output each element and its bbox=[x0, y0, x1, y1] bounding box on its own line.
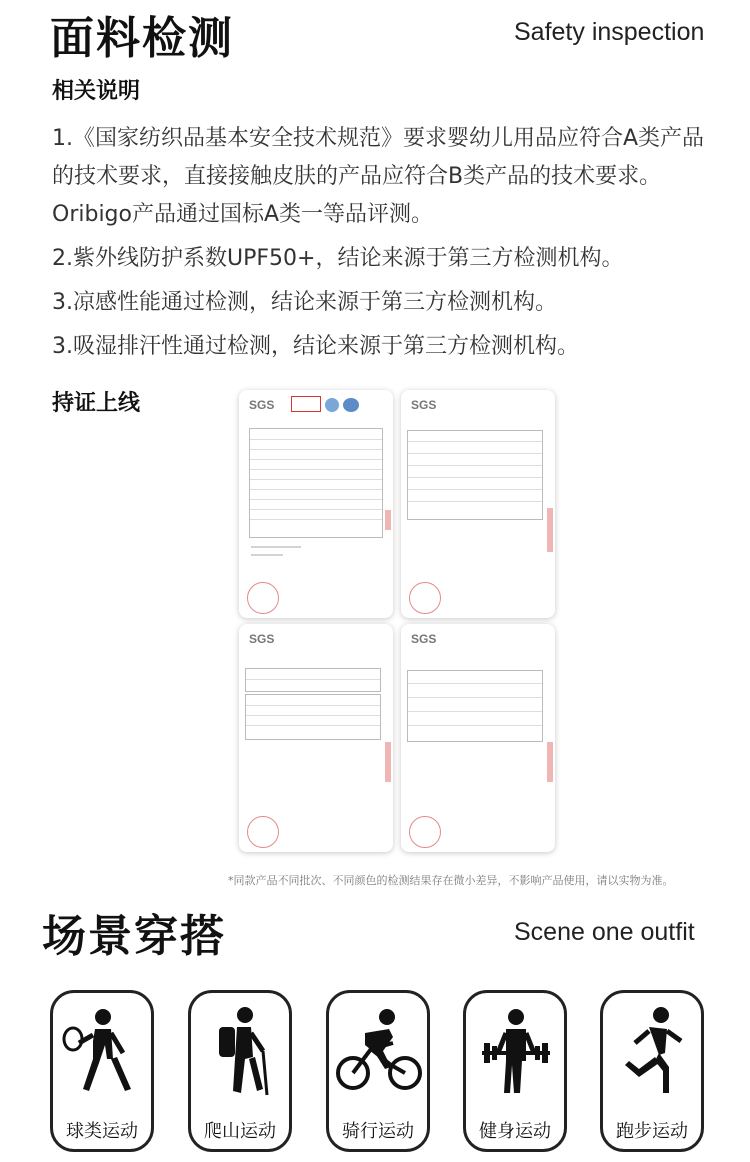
stamp bbox=[247, 816, 279, 848]
paragraph-3: 3.凉感性能通过检测，结论来源于第三方检测机构。 bbox=[52, 290, 557, 315]
certificate-image bbox=[239, 624, 393, 852]
sgs-logo: SGS bbox=[411, 398, 437, 412]
section-title-en: Scene one outfit bbox=[514, 918, 695, 946]
tennis-icon bbox=[59, 1003, 147, 1103]
weightlifting-icon bbox=[472, 1003, 560, 1103]
cert-table bbox=[245, 694, 381, 740]
certificate-image bbox=[401, 624, 555, 852]
section-title: 面料检测 bbox=[50, 13, 234, 64]
hiking-icon bbox=[197, 1003, 285, 1103]
desc-heading: 相关说明 bbox=[52, 79, 141, 104]
sgs-logo: SGS bbox=[249, 398, 275, 412]
ilac-logo bbox=[325, 398, 339, 412]
sgs-logo: SGS bbox=[411, 632, 437, 646]
disclaimer-note: *同款产品不同批次、不同颜色的检测结果存在微小差异，不影响产品使用，请以实物为准。 bbox=[228, 874, 674, 887]
cert-heading: 持证上线 bbox=[52, 391, 141, 416]
running-icon bbox=[609, 1003, 697, 1103]
paragraph-2: 2.紫外线防护系数UPF50+，结论来源于第三方检测机构。 bbox=[52, 246, 624, 271]
activity-card-cycling bbox=[326, 990, 430, 1152]
cycling-icon bbox=[335, 1003, 423, 1103]
seal-mark bbox=[547, 508, 553, 552]
section-title: 场景穿搭 bbox=[42, 911, 226, 962]
activity-card-running bbox=[600, 990, 704, 1152]
paragraph-1: 1.《国家纺织品基本安全技术规范》要求婴幼儿用品应符合A类产品的技术要求，直接接触皮肤的产品应符合B类产品的技术要求。Oribigo产品通过国标A类一等品评测。 bbox=[52, 126, 705, 227]
cert-table bbox=[407, 670, 543, 742]
cert-table bbox=[407, 430, 543, 520]
cma-logo bbox=[291, 396, 321, 412]
activity-label: 健身运动 bbox=[479, 1121, 551, 1142]
activity-label: 爬山运动 bbox=[204, 1121, 276, 1142]
stamp bbox=[247, 582, 279, 614]
activity-card-fitness bbox=[463, 990, 567, 1152]
activity-label: 骑行运动 bbox=[342, 1121, 414, 1142]
activity-card-hiking bbox=[188, 990, 292, 1152]
activity-label: 跑步运动 bbox=[616, 1121, 688, 1142]
certificate-image bbox=[401, 390, 555, 618]
cert-table bbox=[249, 428, 383, 538]
seal-mark bbox=[385, 742, 391, 782]
activity-label: 球类运动 bbox=[66, 1121, 138, 1142]
paragraph-4: 3.吸湿排汗性通过检测，结论来源于第三方检测机构。 bbox=[52, 334, 579, 359]
seal-mark bbox=[385, 510, 391, 530]
seal-mark bbox=[547, 742, 553, 782]
stamp bbox=[409, 816, 441, 848]
cnas-logo bbox=[343, 398, 359, 412]
description bbox=[52, 120, 712, 372]
section-title-en: Safety inspection bbox=[514, 18, 705, 46]
activity-card-ball bbox=[50, 990, 154, 1152]
sgs-logo: SGS bbox=[249, 632, 275, 646]
stamp bbox=[409, 582, 441, 614]
certificate-image bbox=[239, 390, 393, 618]
cert-table bbox=[245, 668, 381, 692]
